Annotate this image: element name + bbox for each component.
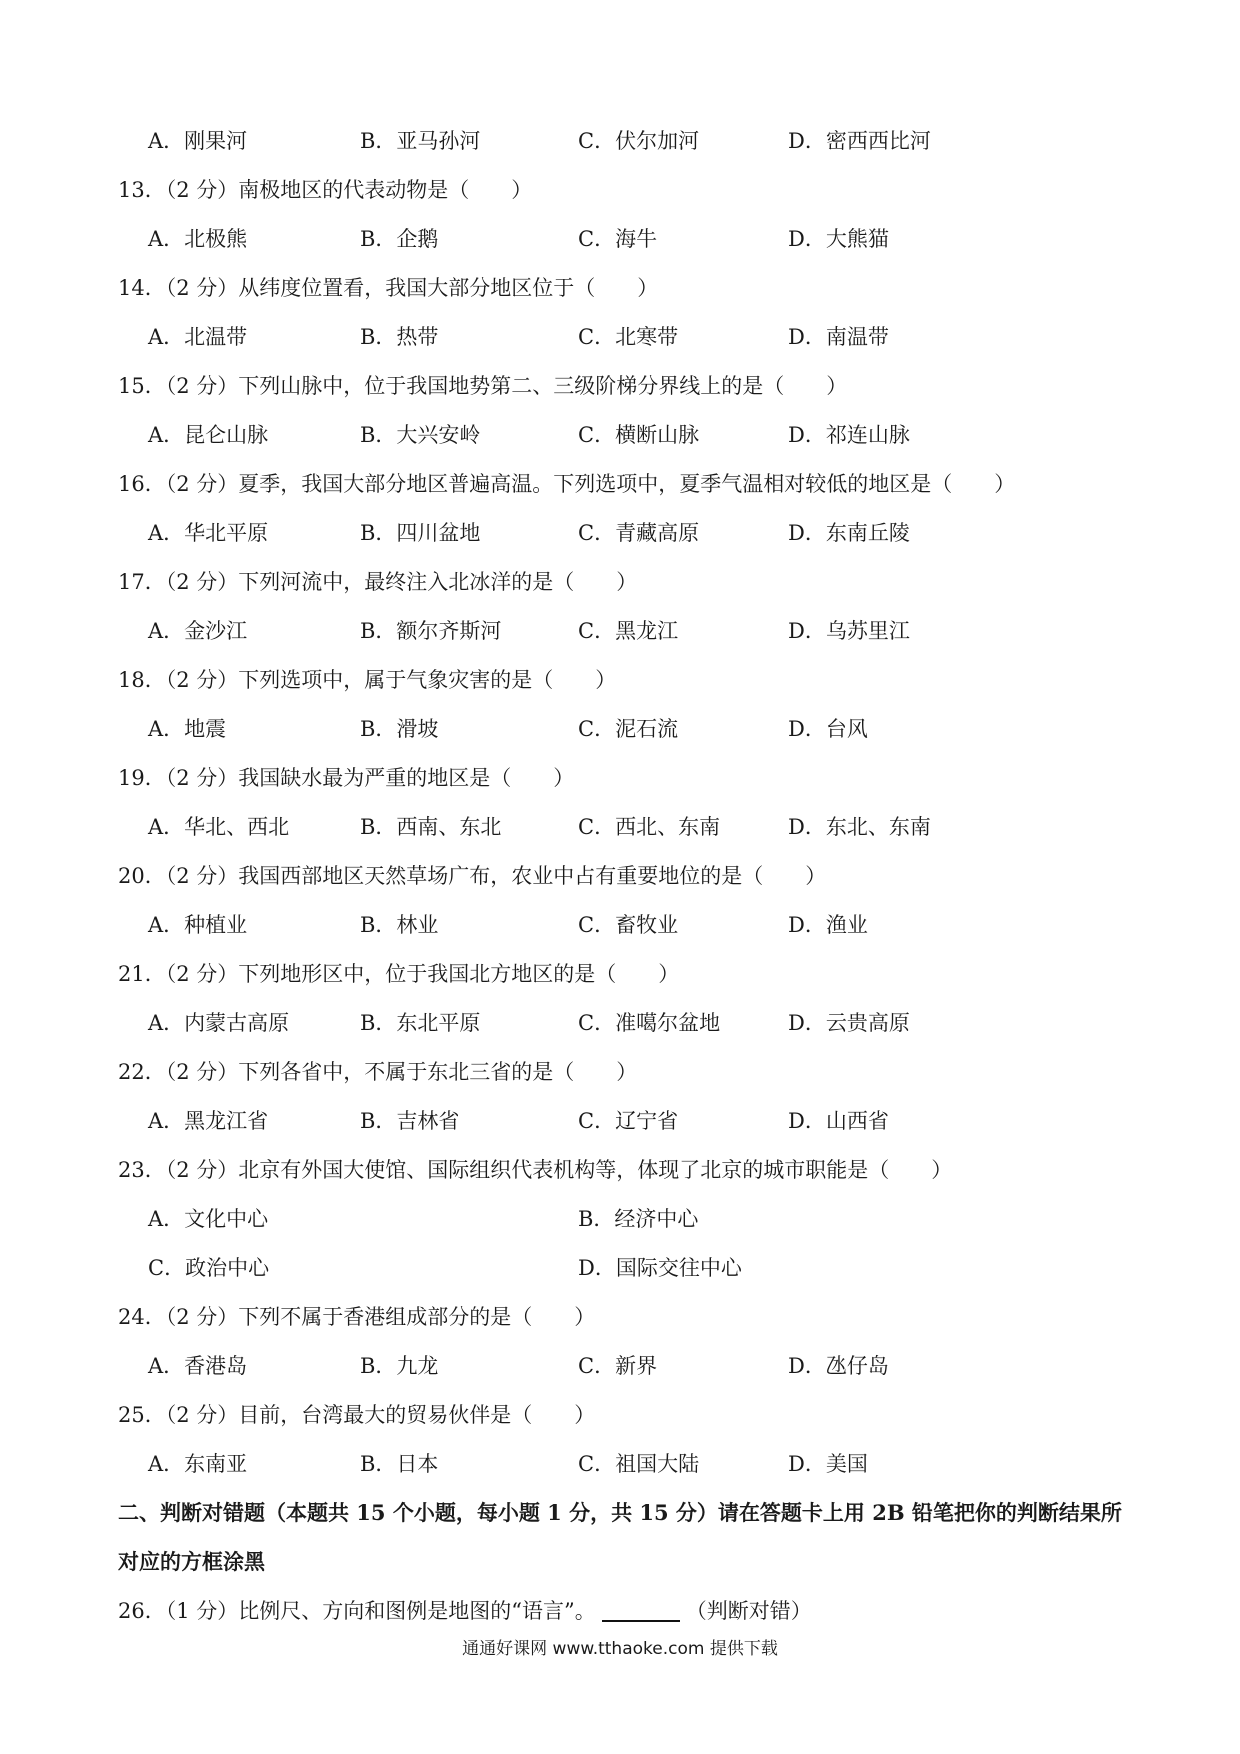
option-b: B．林业 <box>360 913 439 937</box>
question-17: 17．（2 分）下列河流中，最终注入北冰洋的是（ ） <box>118 570 638 594</box>
question-15: 15．（2 分）下列山脉中，位于我国地势第二、三级阶梯分界线上的是（ ） <box>118 374 848 398</box>
question-22: 22．（2 分）下列各省中，不属于东北三省的是（ ） <box>118 1060 638 1084</box>
option-a: A．金沙江 <box>148 619 248 643</box>
option-b: B．九龙 <box>360 1354 439 1378</box>
option-c: C．辽宁省 <box>578 1109 679 1133</box>
question-21: 21．（2 分）下列地形区中，位于我国北方地区的是（ ） <box>118 962 680 986</box>
question-14: 14．（2 分）从纬度位置看，我国大部分地区位于（ ） <box>118 276 659 300</box>
option-d: D．云贵高原 <box>788 1011 910 1035</box>
option-b: B．东北平原 <box>360 1011 481 1035</box>
option-b: B．日本 <box>360 1452 439 1476</box>
option-a: A．华北、西北 <box>148 815 290 839</box>
option-b: B．西南、东北 <box>360 815 502 839</box>
question-26-text: 26．（1 分）比例尺、方向和图例是地图的“语言”。 <box>118 1599 596 1623</box>
option-c: C．祖国大陆 <box>578 1452 700 1476</box>
question-13: 13．（2 分）南极地区的代表动物是（ ） <box>118 178 533 202</box>
option-c: C．海牛 <box>578 227 658 251</box>
option-d: D．东北、东南 <box>788 815 931 839</box>
option-c: C．横断山脉 <box>578 423 700 447</box>
option-d: D．南温带 <box>788 325 889 349</box>
option-c: C．伏尔加河 <box>578 129 700 153</box>
question-19: 19．（2 分）我国缺水最为严重的地区是（ ） <box>118 766 575 790</box>
option-b: B．吉林省 <box>360 1109 460 1133</box>
option-c: C．准噶尔盆地 <box>578 1011 721 1035</box>
option-c: C．新界 <box>578 1354 658 1378</box>
option-c: C．西北、东南 <box>578 815 721 839</box>
option-b: B．经济中心 <box>578 1207 699 1231</box>
option-c: C．政治中心 <box>148 1256 270 1280</box>
option-a: A．北极熊 <box>148 227 248 251</box>
option-d: D．渔业 <box>788 913 868 937</box>
section-heading-line-2: 对应的方框涂黑 <box>118 1549 265 1574</box>
option-d: D．密西西比河 <box>788 129 931 153</box>
option-a: A．刚果河 <box>148 129 248 153</box>
option-b: B．滑坡 <box>360 717 439 741</box>
option-a: A．黑龙江省 <box>148 1109 269 1133</box>
option-b: B．热带 <box>360 325 439 349</box>
option-c: C．畜牧业 <box>578 913 679 937</box>
question-20: 20．（2 分）我国西部地区天然草场广布，农业中占有重要地位的是（ ） <box>118 864 827 888</box>
option-d: D．山西省 <box>788 1109 889 1133</box>
option-d: D．祁连山脉 <box>788 423 910 447</box>
option-c: C．泥石流 <box>578 717 679 741</box>
option-d: D．氹仔岛 <box>788 1354 889 1378</box>
option-b: B．四川盆地 <box>360 521 481 545</box>
question-16: 16．（2 分）夏季，我国大部分地区普遍高温。下列选项中，夏季气温相对较低的地区是（ ） <box>118 472 1016 496</box>
option-b: B．亚马孙河 <box>360 129 481 153</box>
option-a: A．种植业 <box>148 913 248 937</box>
question-23: 23．（2 分）北京有外国大使馆、国际组织代表机构等，体现了北京的城市职能是（ ） <box>118 1158 953 1182</box>
section-heading-line-1: 二、判断对错题（本题共 15 个小题，每小题 1 分，共 15 分）请在答题卡上用 2B 铅笔把你的判断结果所 <box>118 1500 1122 1525</box>
option-a: A．文化中心 <box>148 1207 269 1231</box>
option-c: C．青藏高原 <box>578 521 700 545</box>
option-d: D．台风 <box>788 717 868 741</box>
option-a: A．东南亚 <box>148 1452 248 1476</box>
option-a: A．华北平原 <box>148 521 269 545</box>
option-d: D．大熊猫 <box>788 227 889 251</box>
question-26-suffix: （判断对错） <box>685 1599 812 1623</box>
option-c: C．北寒带 <box>578 325 679 349</box>
option-a: A．地震 <box>148 717 227 741</box>
option-a: A．昆仑山脉 <box>148 423 269 447</box>
question-18: 18．（2 分）下列选项中，属于气象灾害的是（ ） <box>118 668 617 692</box>
option-d: D．美国 <box>788 1452 868 1476</box>
answer-blank[interactable] <box>602 1598 680 1622</box>
option-a: A．内蒙古高原 <box>148 1011 290 1035</box>
option-b: B．企鹅 <box>360 227 439 251</box>
question-25: 25．（2 分）目前，台湾最大的贸易伙伴是（ ） <box>118 1403 596 1427</box>
question-24: 24．（2 分）下列不属于香港组成部分的是（ ） <box>118 1305 596 1329</box>
question-26 <box>118 1594 812 1628</box>
option-b: B．额尔齐斯河 <box>360 619 502 643</box>
option-d: D．东南丘陵 <box>788 521 910 545</box>
option-a: A．北温带 <box>148 325 248 349</box>
page-footer: 通通好课网 www.tthaoke.com 提供下载 <box>462 1639 778 1659</box>
option-d: D．国际交往中心 <box>578 1256 742 1280</box>
option-b: B．大兴安岭 <box>360 423 481 447</box>
option-c: C．黑龙江 <box>578 619 679 643</box>
option-d: D．乌苏里江 <box>788 619 910 643</box>
option-a: A．香港岛 <box>148 1354 248 1378</box>
